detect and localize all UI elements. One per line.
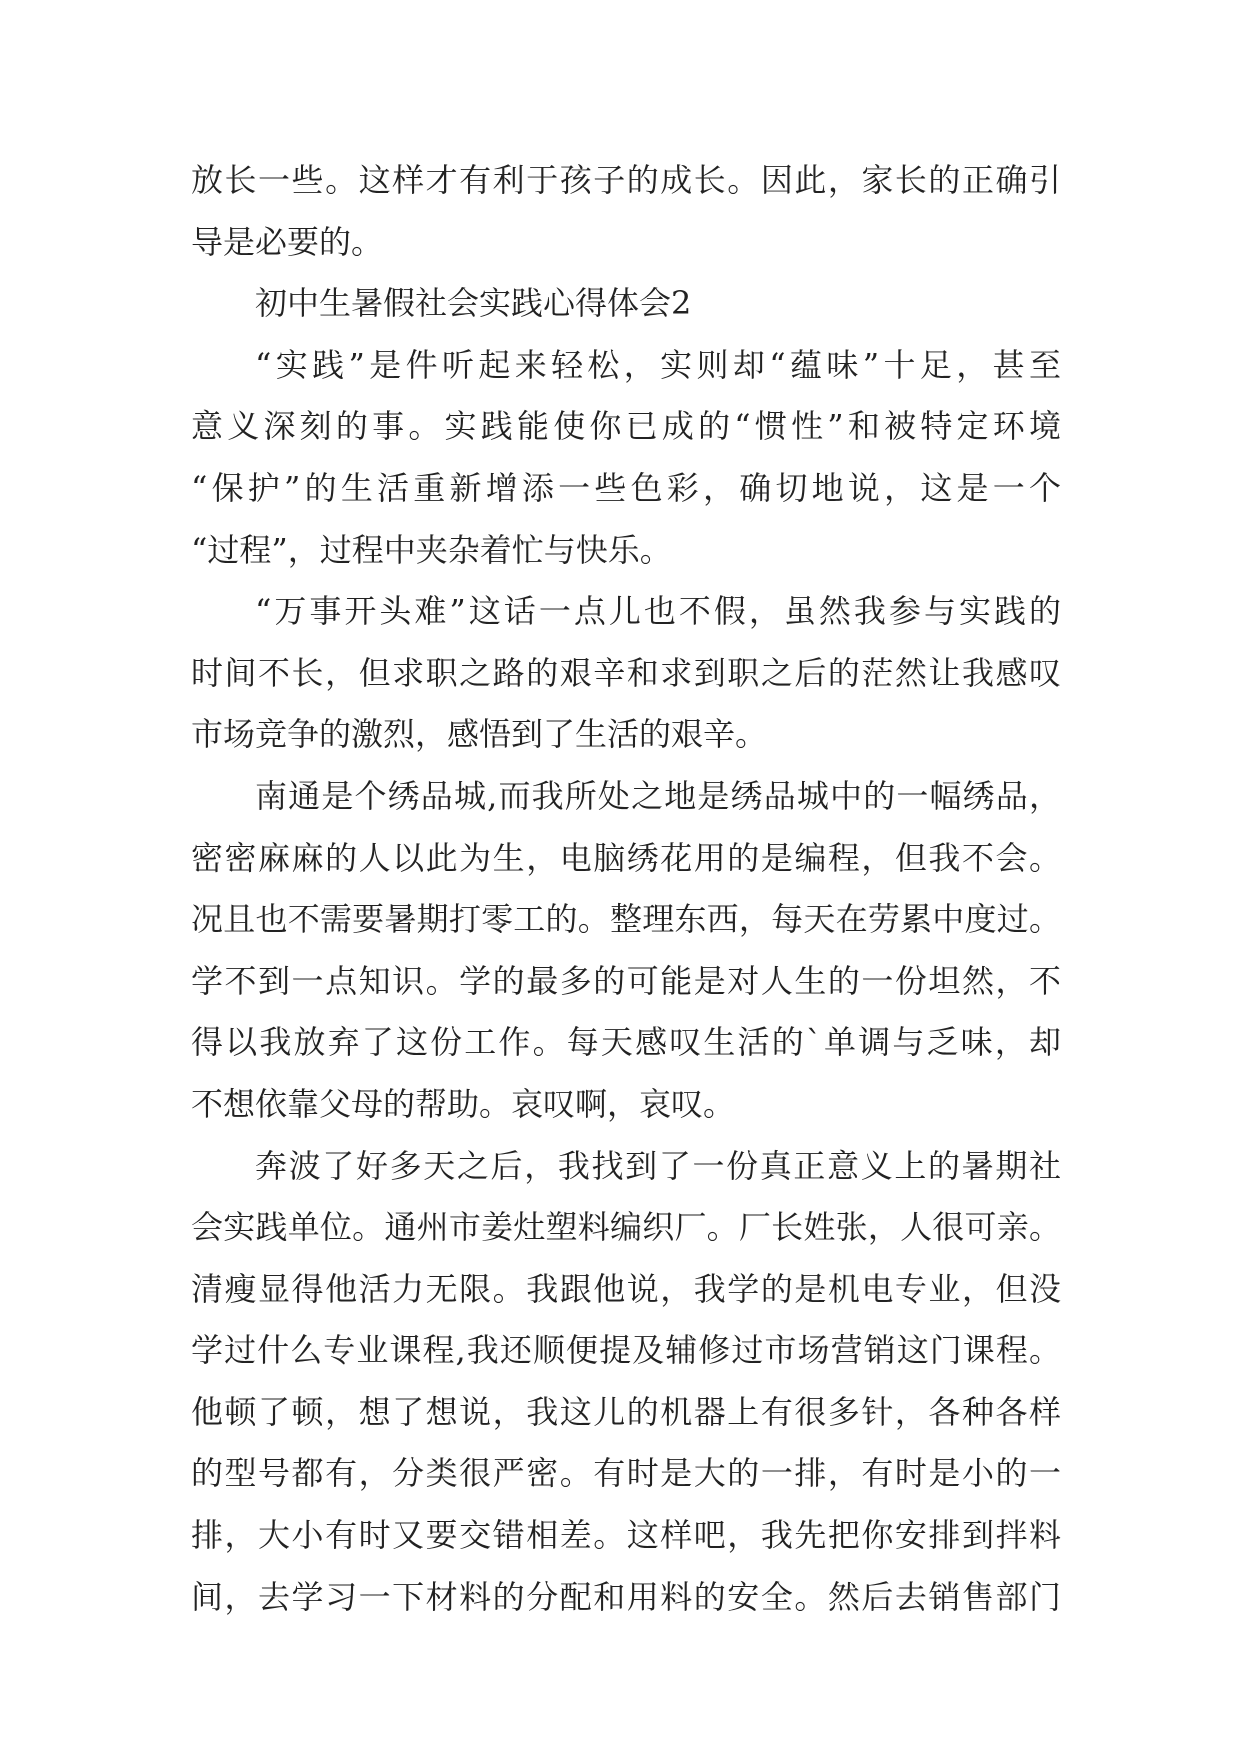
text-line: 况且也不需要暑期打零工的。整理东西，每天在劳累中度过。 [191,900,1061,939]
text-line: “万事开头难”这话一点儿也不假，虽然我参与实践的 [255,592,1061,631]
section-heading: 初中生暑假社会实践心得体会2 [255,284,692,323]
text-line: 时间不长，但求职之路的艰辛和求到职之后的茫然让我感叹 [191,653,1061,692]
text-line: 市场竞争的激烈，感悟到了生活的艰辛。 [191,715,768,754]
text-line: “实践”是件听起来轻松，实则却“蕴味”十足，甚至 [255,345,1061,384]
text-line: 间，去学习一下材料的分配和用料的安全。然后去销售部门 [191,1577,1061,1616]
document-body [191,150,1061,1628]
text-line: 排，大小有时又要交错相差。这样吧，我先把你安排到拌料 [191,1516,1061,1555]
text-line: 密密麻麻的人以此为生，电脑绣花用的是编程，但我不会。 [191,838,1061,877]
text-line: 清瘦显得他活力无限。我跟他说，我学的是机电专业，但没 [191,1269,1061,1308]
text-line: 导是必要的。 [191,222,384,261]
text-line: 南通是个绣品城,而我所处之地是绣品城中的一幅绣品， [255,776,1061,815]
text-line: “过程”，过程中夹杂着忙与快乐。 [191,530,672,569]
text-line: 意义深刻的事。实践能使你已成的“惯性”和被特定环境 [191,407,1061,446]
text-line: 奔波了好多天之后，我找到了一份真正意义上的暑期社 [255,1146,1061,1185]
text-line: 会实践单位。通州市姜灶塑料编织厂。厂长姓张，人很可亲。 [191,1208,1061,1247]
text-line: 不想依靠父母的帮助。哀叹啊，哀叹。 [191,1084,736,1123]
text-line: “保护”的生活重新增添一些色彩，确切地说，这是一个 [191,468,1061,507]
text-line: 他顿了顿，想了想说，我这儿的机器上有很多针，各种各样 [191,1392,1061,1431]
text-line: 学不到一点知识。学的最多的可能是对人生的一份坦然，不 [191,961,1061,1000]
text-line: 的型号都有，分类很严密。有时是大的一排，有时是小的一 [191,1454,1061,1493]
text-line: 学过什么专业课程,我还顺便提及辅修过市场营销这门课程。 [191,1331,1061,1370]
text-line: 放长一些。这样才有利于孩子的成长。因此，家长的正确引 [191,161,1061,199]
text-line: 得以我放弃了这份工作。每天感叹生活的`单调与乏味，却 [191,1023,1061,1062]
